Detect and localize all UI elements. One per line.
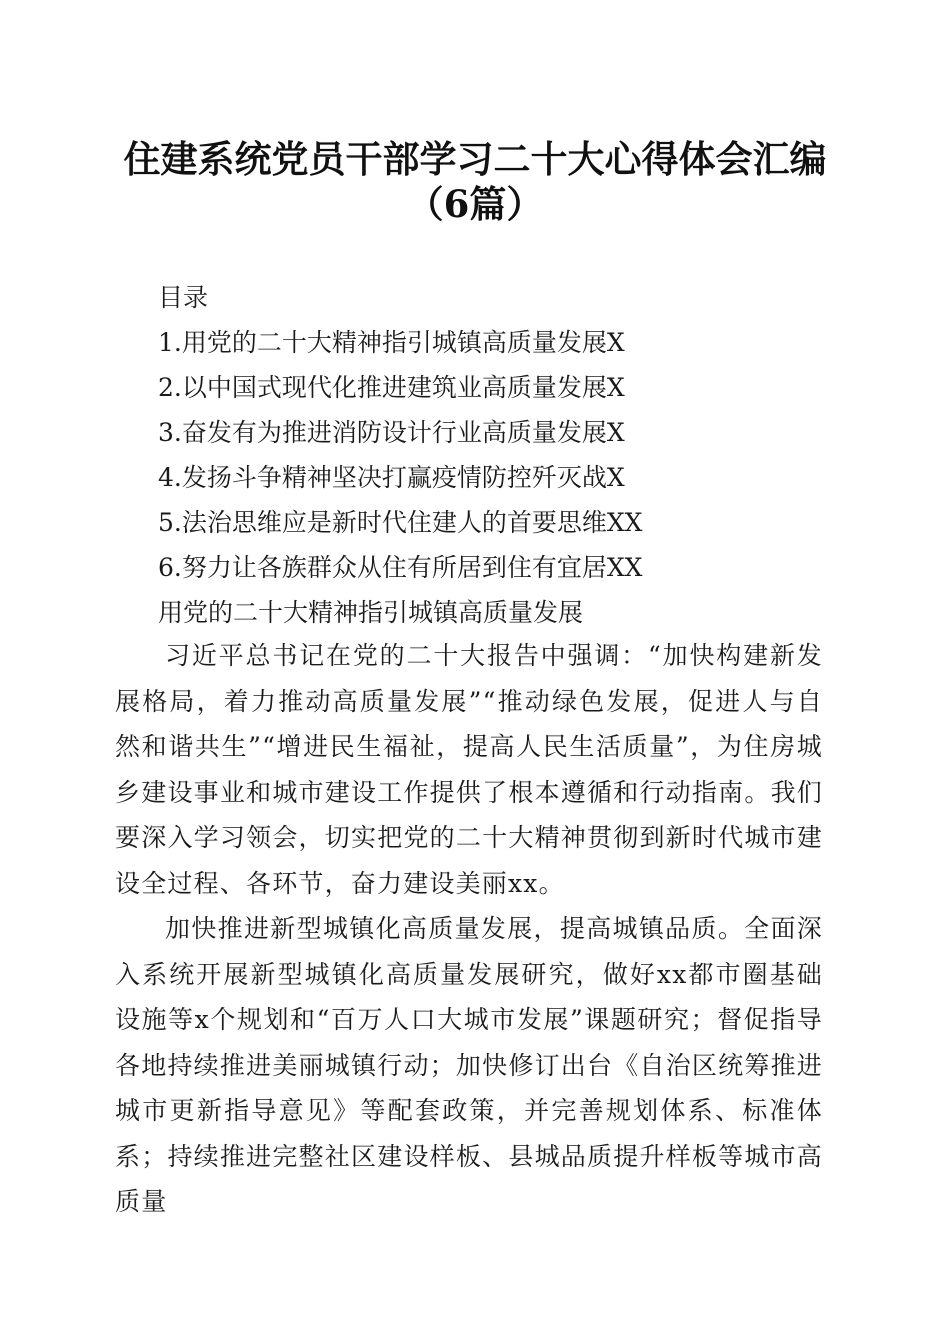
paragraph: 习近平总书记在党的二十大报告中强调：“加快构建新发展格局，着力推动高质量发展”“推动绿色发展，促进人与自然和谐共生”“增进民生福祉，提高人民生活质量”，为住房城乡建设事业和城市建设工作提供了根本遵循和行动指南。我们要深入学习领会，切实把党的二十大精神贯彻到新时代城市建设全过程、各环节，奋力建设美丽xx。 [115,641,823,898]
section-heading: 用党的二十大精神指引城镇高质量发展 [158,598,584,627]
toc-heading: 目录 [158,283,209,312]
document-title: 住建系统党员干部学习二十大心得体会汇编 [123,137,827,181]
toc-item: 1.用党的二十大精神指引城镇高质量发展X [158,328,625,357]
document-title-count: （6篇） [406,182,544,226]
toc-item: 2.以中国式现代化推进建筑业高质量发展X [158,373,625,402]
paragraph: 加快推进新型城镇化高质量发展，提高城镇品质。全面深入系统开展新型城镇化高质量发展研究，做好xx都市圈基础设施等x个规划和“百万人口大城市发展”课题研究；督促指导各地持续推进美丽城镇行动；加快修订出台《自治区统筹推进城市更新指导意见》等配套政策，并完善规划体系、标准体系；持续推进完整社区建设样板、县城品质提升样板等城市高质量 [115,914,823,1216]
toc-item: 5.法治思维应是新时代住建人的首要思维XX [158,508,643,537]
toc-item: 6.努力让各族群众从住有所居到住有宜居XX [158,553,643,582]
toc-item: 3.奋发有为推进消防设计行业高质量发展X [158,418,625,447]
toc-item: 4.发扬斗争精神坚决打赢疫情防控歼灭战X [158,463,625,492]
